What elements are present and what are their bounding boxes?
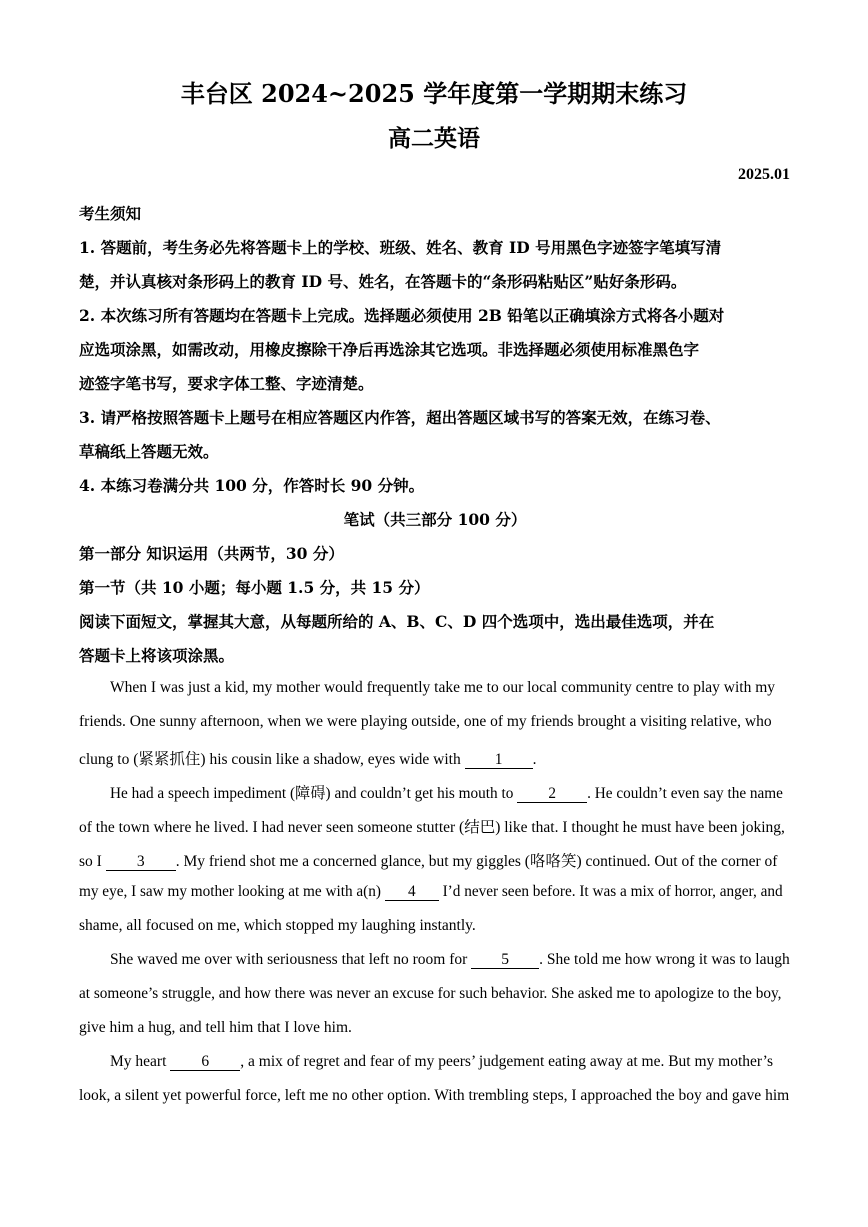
notice-line: 楚，并认真核对条形码上的教育 ID 号、姓名，在答题卡的“条形码粘贴区”贴好条形码。	[79, 272, 687, 291]
notice-line: 2. 本次练习所有答题均在答题卡上完成。选择题必须使用 2B 铅笔以正确填涂方式将各小题对	[79, 306, 725, 325]
blank-5: 5	[471, 952, 539, 969]
subject-title: 高二英语	[388, 125, 480, 152]
passage-text: . She told me how wrong it was to laugh	[539, 951, 790, 968]
passage-line	[110, 951, 791, 969]
passage-text: so I	[79, 853, 106, 870]
passage-line: at someone’s struggle, and how there was never an excuse for such behavior. She asked me to apologize to the boy,	[79, 985, 782, 1002]
blank-3: 3	[106, 854, 176, 871]
notice-line: 应选项涂黑，如需改动，用橡皮擦除干净后再选涂其它选项。非选择题必须使用标准黑色字	[79, 340, 700, 359]
passage-text: . He couldn’t even say the name	[587, 785, 783, 802]
exam-title: 丰台区 2024~2025 学年度第一学期期末练习	[180, 79, 688, 108]
passage-text: my eye, I saw my mother looking at me with a(n)	[79, 883, 385, 900]
passage-text: I’d never seen before. It was a mix of horror, anger, and	[438, 883, 783, 900]
notice-line: 3. 请严格按照答题卡上题号在相应答题区内作答，超出答题区域书写的答案无效，在练习卷、	[79, 408, 721, 427]
passage-text: My heart	[110, 1053, 171, 1070]
passage-text: , a mix of regret and fear of my peers’ judgement eating away at me. But my mother’s	[240, 1053, 773, 1070]
notice-line: 草稿纸上答题无效。	[79, 442, 219, 461]
blank-2: 2	[517, 786, 587, 803]
passage-line: friends. One sunny afternoon, when we were playing outside, one of my friends brought a visiting relative, who	[79, 713, 772, 730]
passage-text: clung to (紧紧抓住) his cousin like a shadow, eyes wide with	[79, 751, 465, 768]
passage-line	[110, 781, 791, 803]
passage-line	[79, 849, 791, 871]
instruction-line: 答题卡上将该项涂黑。	[79, 646, 235, 665]
passage-line: look, a silent yet powerful force, left me no other option. With trembling steps, I approached the boy and gave him	[79, 1087, 790, 1104]
passage-line: When I was just a kid, my mother would frequently take me to our local community centre to play with my	[110, 679, 776, 696]
exam-section-title: 笔试（共三部分 100 分）	[343, 510, 527, 529]
notice-line: 迹签字笔书写，要求字体工整、字迹清楚。	[79, 374, 374, 393]
notice-line: 4. 本练习卷满分共 100 分，作答时长 90 分钟。	[79, 476, 425, 495]
subsection-title: 第一节（共 10 小题；每小题 1.5 分，共 15 分）	[79, 578, 430, 597]
notice-line: 1. 答题前，考生务必先将答题卡上的学校、班级、姓名、教育 ID 号用黑色字迹签字笔填写清	[79, 238, 722, 257]
part-title: 第一部分 知识运用（共两节，30 分）	[79, 544, 344, 563]
passage-text: .	[532, 751, 537, 768]
exam-date: 2025.01	[738, 166, 790, 183]
blank-6: 6	[170, 1054, 240, 1071]
notice-heading: 考生须知	[79, 204, 142, 223]
instruction-line: 阅读下面短文，掌握其大意，从每题所给的 A、B、C、D 四个选项中，选出最佳选项，并在	[79, 612, 715, 631]
passage-line	[79, 883, 791, 901]
passage-line: of the town where he lived. I had never seen someone stutter (结巴) like that. I thought he must have been joking,	[79, 819, 785, 836]
passage-line: shame, all focused on me, which stopped my laughing instantly.	[79, 917, 476, 934]
passage-text: He had a speech impediment (障碍) and couldn’t get his mouth to	[110, 785, 518, 802]
blank-1: 1	[465, 752, 533, 769]
passage-line	[79, 747, 791, 769]
blank-4: 4	[385, 884, 439, 901]
passage-line: give him a hug, and tell him that I love him.	[79, 1019, 352, 1036]
passage-text: . My friend shot me a concerned glance, but my giggles (咯咯笑) continued. Out of the corner of	[175, 853, 778, 870]
passage-line	[110, 1053, 791, 1071]
passage-text: She waved me over with seriousness that left no room for	[110, 951, 472, 968]
